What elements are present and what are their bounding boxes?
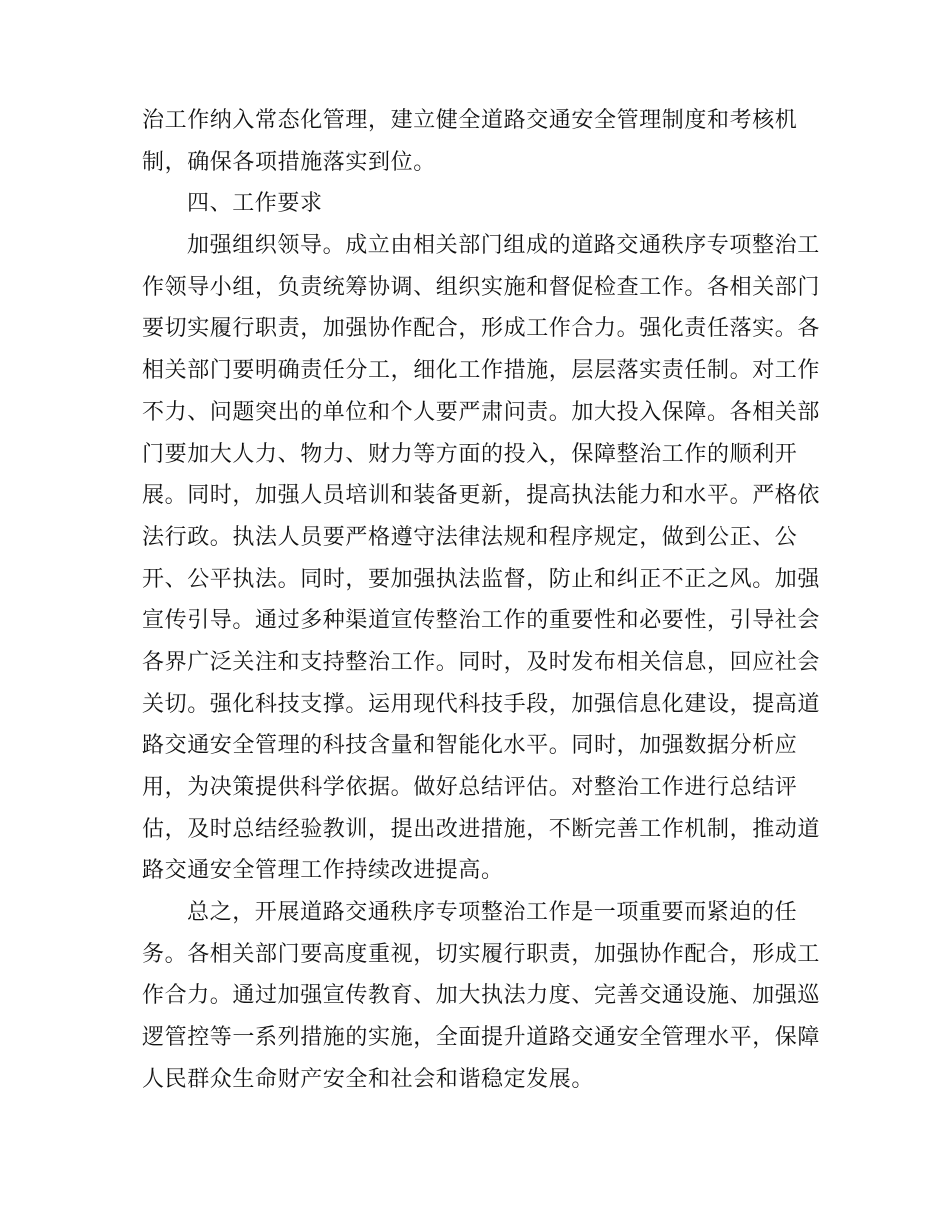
text-line: 务。各相关部门要高度重视，切实履行职责，加强协作配合，形成工 (142, 941, 821, 967)
text-line: 制，确保各项措施落实到位。 (142, 149, 436, 175)
text-line: 作合力。通过加强宣传教育、加大执法力度、完善交通设施、加强巡 (142, 983, 821, 1009)
text-line: 路交通安全管理工作持续改进提高。 (142, 858, 504, 884)
text-line: 开、公平执法。同时，要加强执法监督，防止和纠正不正之风。加强 (142, 566, 821, 592)
text-line: 治工作纳入常态化管理，建立健全道路交通安全管理制度和考核机 (142, 108, 798, 133)
text-line: 不力、问题突出的单位和个人要严肃问责。加大投入保障。各相关部 (142, 399, 821, 425)
body-text (142, 100, 821, 1101)
text-line: 关切。强化科技支撑。运用现代科技手段，加强信息化建设，提高道 (142, 691, 821, 717)
section-heading: 四、工作要求 (187, 191, 323, 217)
text-line: 人民群众生命财产安全和社会和谐稳定发展。 (142, 1066, 595, 1092)
text-line: 作领导小组，负责统筹协调、组织实施和督促检查工作。各相关部门 (142, 274, 821, 300)
text-line: 法行政。执法人员要严格遵守法律法规和程序规定，做到公正、公 (142, 524, 798, 550)
text-line: 各界广泛关注和支持整治工作。同时，及时发布相关信息，回应社会 (142, 649, 821, 675)
text-line: 相关部门要明确责任分工，细化工作措施，层层落实责任制。对工作 (142, 358, 821, 384)
text-line: 逻管控等一系列措施的实施，全面提升道路交通安全管理水平，保障 (142, 1025, 821, 1051)
text-line: 估，及时总结经验教训，提出改进措施，不断完善工作机制，推动道 (142, 816, 821, 842)
text-line: 路交通安全管理的科技含量和智能化水平。同时，加强数据分析应 (142, 733, 798, 759)
text-line: 门要加大人力、物力、财力等方面的投入，保障整治工作的顺利开 (142, 441, 798, 467)
text-line: 用，为决策提供科学依据。做好总结评估。对整治工作进行总结评 (142, 775, 798, 800)
text-line: 宣传引导。通过多种渠道宣传整治工作的重要性和必要性，引导社会 (142, 608, 821, 634)
text-line: 要切实履行职责，加强协作配合，形成工作合力。强化责任落实。各 (142, 316, 821, 342)
paragraph-start: 总之，开展道路交通秩序专项整治工作是一项重要而紧迫的任 (187, 900, 798, 926)
text-line: 展。同时，加强人员培训和装备更新，提高执法能力和水平。严格依 (142, 483, 821, 509)
paragraph-start: 加强组织领导。成立由相关部门组成的道路交通秩序专项整治工 (187, 233, 820, 259)
